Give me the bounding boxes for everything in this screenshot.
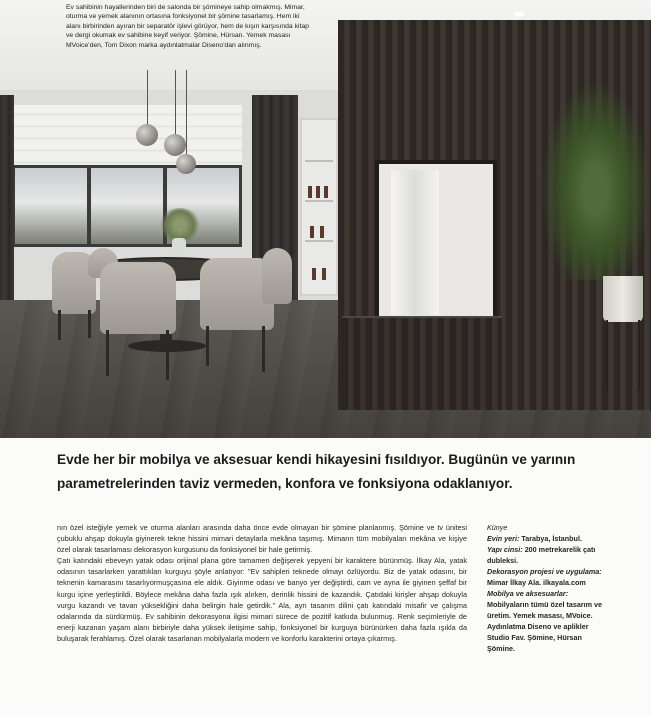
location-label: Evin yeri: bbox=[487, 534, 520, 543]
building-type-value: 200 metrekarelik çatı dubleksi. bbox=[487, 545, 596, 565]
body-paragraph: nın özel isteğiyle yemek ve oturma alanları arasında daha önce evde olmayan bir şömine planlanmış. Şömine ve tv ünitesi çubuklu ahşap dokuyla giyinerek tekne hissini mimari detaylarla mekâna taşımış. Mimarın tüm mobilyaları mekâna ve kişiye özel olarak tasarlaması dekorasyon kurgusunu da fonksiyonel bir hale getirmiş. bbox=[57, 523, 467, 555]
pendant-lamp bbox=[136, 124, 158, 146]
fireplace-opening bbox=[375, 160, 497, 322]
dining-chair bbox=[262, 248, 292, 304]
curtain-left bbox=[0, 95, 14, 335]
location-value: Tarabya, İstanbul. bbox=[521, 534, 582, 543]
pendant-lamp bbox=[176, 154, 196, 174]
building-type-label: Yapı cinsi: bbox=[487, 545, 523, 554]
article-body bbox=[57, 522, 467, 644]
body-paragraph: Çatı katındaki ebeveyn yatak odası orijinal plana göre tamamen değişerek yepyeni bir karaktere bürünmüş. İlkay Ala, yatak odasının tasarlarken yarattıkları kurguyu şöyle anlatıyor: "Ev sahipleri teknede olmayı özlüyordu. Biz de yatak odasını, bir teknenin kamarasını tasarlıyormuşçasına ele aldık. Giyinme odası ve banyo yer değiştirdi, cam ve ayna ile giyinen şeffaf bir kurgu içine yerleştirildi. Böylece mekâna daha fazla ışık alırken, derinlik hissini de kazandık. Çatıdaki kirişler ahşap dokuyla vurgu kazandı ve tavan yüksekliğini daha belirgin hale getirdik." Ala, ayrı tasarım dilini çatı katındaki misafir ve çalışma odalarında da sürdürmüş. Ev sahibinin dekorasyona ilgisi mimari sürece de pozitif katkıda bulunmuş. Renk seçimleriyle de enerji kazanan yaşam alanı birbiriyle daha yüksek iletişime sahip, fonksiyonel bir kurguya bürünürken daha fazla ışıkla da buluşarak ferahlamış. Özel olarak tasarlanan mobilyalarla modern ve konforlu karakterini ortaya çıkarmış. bbox=[57, 556, 467, 643]
photo-caption: Ev sahibinin hayallerinden biri de salonda bir şömineye sahip olmakmış. Mimar, oturma ve yemek alanının ortasına fonksiyonel bir şömine tasarlamış. Hem iki alanı birbirinden ayıran bir separatör işlevi görüyor, hem de kışın karşısında kitap ve dergi okumak ev sahibine keyif veriyor. Şömine, Hürsan. Yemek masası MVoice'den, Tom Dixon marka aydınlatmalar Diseno'dan alınmış. bbox=[66, 4, 309, 49]
flower-arrangement bbox=[158, 208, 202, 242]
ceiling-spotlight bbox=[514, 12, 524, 16]
plant-stand bbox=[606, 320, 640, 390]
furniture-value: Mobilyaların tümü özel tasarım ve üretim. Yemek masası, MVoice. Aydınlatma Diseno ve aplikler Studio Fav. Şömine, Hürsan Şömine. bbox=[487, 600, 603, 653]
credits-box bbox=[487, 522, 609, 654]
wine-shelf bbox=[300, 118, 338, 296]
design-value: Mimar İlkay Ala. ilkayala.com bbox=[487, 578, 586, 587]
plant-pot bbox=[603, 276, 643, 322]
article-headline: Evde her bir mobilya ve aksesuar kendi hikayesini fısıldıyor. Bugünün ve yarının parametrelerinden taviz vermeden, konfora ve fonksiyona odaklanıyor. bbox=[57, 452, 576, 491]
window bbox=[12, 165, 242, 247]
design-label: Dekorasyon projesi ve uygulama: bbox=[487, 567, 602, 576]
furniture-label: Mobilya ve aksesuarlar: bbox=[487, 589, 569, 598]
pendant-lamp bbox=[164, 134, 186, 156]
fireplace-base bbox=[342, 318, 502, 410]
potted-plant bbox=[540, 80, 651, 280]
dining-chair bbox=[100, 262, 176, 334]
credits-heading: Künye bbox=[487, 523, 508, 532]
window-blind bbox=[12, 105, 242, 167]
